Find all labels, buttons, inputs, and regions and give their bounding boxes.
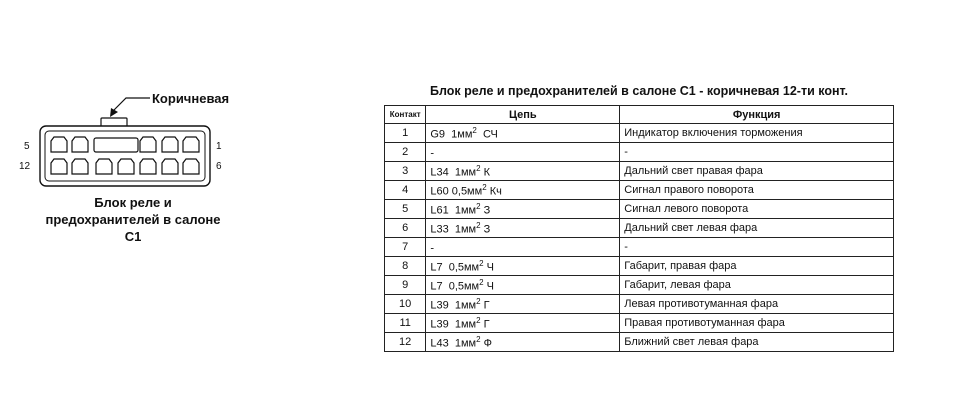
circuit-cell — [426, 257, 620, 276]
table-row — [385, 124, 894, 143]
table-row — [385, 219, 894, 238]
pinout-table — [384, 105, 894, 352]
pin-cell: 9 — [385, 276, 426, 295]
cavity-pin-1 — [183, 137, 199, 152]
pin-cell: 6 — [385, 219, 426, 238]
table-row — [385, 333, 894, 352]
circuit-cell — [426, 276, 620, 295]
circuit-unit-exponent: 2 — [476, 315, 481, 325]
table-row — [385, 314, 894, 333]
pin-label-bottom-left: 12 — [19, 161, 31, 172]
header-circuit: Цепь — [426, 106, 620, 124]
table-body — [385, 124, 894, 352]
pin-label-top-right: 1 — [216, 141, 222, 152]
circuit-text: L60 0,5мм — [430, 185, 483, 198]
circuit-cell — [426, 314, 620, 333]
circuit-unit-exponent: 2 — [476, 201, 481, 211]
circuit-cell — [426, 124, 620, 143]
cavity-pin-3 — [140, 137, 156, 152]
cavity-pin-12 — [51, 159, 67, 174]
cavity-pin-11 — [72, 159, 88, 174]
circuit-wire-color: Г — [480, 318, 490, 331]
circuit-unit-exponent: 2 — [482, 182, 487, 192]
circuit-wire-color: СЧ — [476, 128, 498, 141]
function-cell: - — [620, 238, 894, 257]
table-row — [385, 181, 894, 200]
pin-cell: 5 — [385, 200, 426, 219]
circuit-unit-exponent: 2 — [476, 296, 481, 306]
connector-caption-line-1: Блок реле и — [94, 195, 172, 210]
color-label-leader — [114, 98, 150, 110]
circuit-unit-exponent: 2 — [476, 334, 481, 344]
pin-cell: 12 — [385, 333, 426, 352]
connector-caption — [38, 194, 228, 245]
circuit-text: L39 1мм — [430, 299, 477, 312]
circuit-unit-exponent: 2 — [479, 277, 484, 287]
circuit-unit-exponent: 2 — [479, 258, 484, 268]
circuit-unit-exponent: 2 — [476, 163, 481, 173]
function-cell: Индикатор включения торможения — [620, 124, 894, 143]
connector-color-label: Коричневая — [152, 91, 230, 106]
cavity-pin-4 — [72, 137, 88, 152]
circuit-wire-color: Кч — [486, 185, 502, 198]
circuit-text: L7 0,5мм — [430, 261, 480, 274]
function-cell: Габарит, правая фара — [620, 257, 894, 276]
pin-cell: 4 — [385, 181, 426, 200]
cavity-row-top — [51, 137, 199, 152]
circuit-cell — [426, 238, 620, 257]
circuit-cell — [426, 181, 620, 200]
cavity-pin-5 — [51, 137, 67, 152]
circuit-text: L33 1мм — [430, 223, 477, 236]
table-row — [385, 257, 894, 276]
header-pin: Контакт — [385, 106, 426, 124]
pin-cell: 1 — [385, 124, 426, 143]
circuit-wire-color: З — [480, 204, 491, 217]
circuit-text: - — [430, 242, 435, 255]
connector-housing — [40, 126, 210, 186]
function-cell: Правая противотуманная фара — [620, 314, 894, 333]
pin-cell: 8 — [385, 257, 426, 276]
circuit-cell — [426, 143, 620, 162]
pin-cell: 10 — [385, 295, 426, 314]
pin-cell: 3 — [385, 162, 426, 181]
function-cell: Ближний свет левая фара — [620, 333, 894, 352]
circuit-wire-color: Ч — [483, 261, 494, 274]
function-cell: Дальний свет правая фара — [620, 162, 894, 181]
table-row — [385, 162, 894, 181]
header-function: Функция — [620, 106, 894, 124]
circuit-wire-color: Ф — [480, 337, 492, 350]
table-row — [385, 295, 894, 314]
circuit-cell — [426, 162, 620, 181]
pin-cell: 7 — [385, 238, 426, 257]
pin-cell: 2 — [385, 143, 426, 162]
circuit-unit-exponent: 2 — [476, 220, 481, 230]
table-row — [385, 143, 894, 162]
circuit-text: G9 1мм — [430, 128, 473, 141]
connector-caption-line-3: C1 — [124, 229, 142, 244]
table-title: Блок реле и предохранителей в салоне C1 - коричневая 12-ти конт. — [429, 84, 849, 98]
function-cell: Габарит, левая фара — [620, 276, 894, 295]
function-cell: Дальний свет левая фара — [620, 219, 894, 238]
circuit-text: L61 1мм — [430, 204, 477, 217]
circuit-wire-color: Ч — [483, 280, 494, 293]
cavity-row-bottom — [51, 159, 199, 174]
circuit-cell — [426, 200, 620, 219]
circuit-cell — [426, 295, 620, 314]
circuit-wire-color: З — [480, 223, 491, 236]
pin-label-top-left: 5 — [24, 141, 30, 152]
cavity-pin-9 — [118, 159, 134, 174]
circuit-text: L43 1мм — [430, 337, 477, 350]
circuit-text: L34 1мм — [430, 166, 477, 179]
table-header-row — [385, 106, 894, 124]
circuit-cell — [426, 333, 620, 352]
function-cell: Сигнал правого поворота — [620, 181, 894, 200]
function-cell: Левая противотуманная фара — [620, 295, 894, 314]
circuit-unit-exponent: 2 — [472, 125, 477, 135]
circuit-wire-color: Г — [480, 299, 490, 312]
function-cell: Сигнал левого поворота — [620, 200, 894, 219]
cavity-pin-2 — [162, 137, 178, 152]
cavity-pin-10 — [96, 159, 112, 174]
pin-cell: 11 — [385, 314, 426, 333]
cavity-pin-7 — [162, 159, 178, 174]
function-cell: - — [620, 143, 894, 162]
cavity-pin-6 — [183, 159, 199, 174]
cavity-pin-8 — [140, 159, 156, 174]
table-row — [385, 238, 894, 257]
circuit-text: - — [430, 147, 435, 160]
pin-label-bottom-right: 6 — [216, 161, 222, 172]
table-row — [385, 200, 894, 219]
connector-caption-line-2: предохранителей в салоне — [45, 212, 221, 227]
table-row — [385, 276, 894, 295]
circuit-cell — [426, 219, 620, 238]
cavity-blank — [94, 138, 138, 152]
circuit-text: L7 0,5мм — [430, 280, 480, 293]
circuit-text: L39 1мм — [430, 318, 477, 331]
circuit-wire-color: К — [480, 166, 490, 179]
